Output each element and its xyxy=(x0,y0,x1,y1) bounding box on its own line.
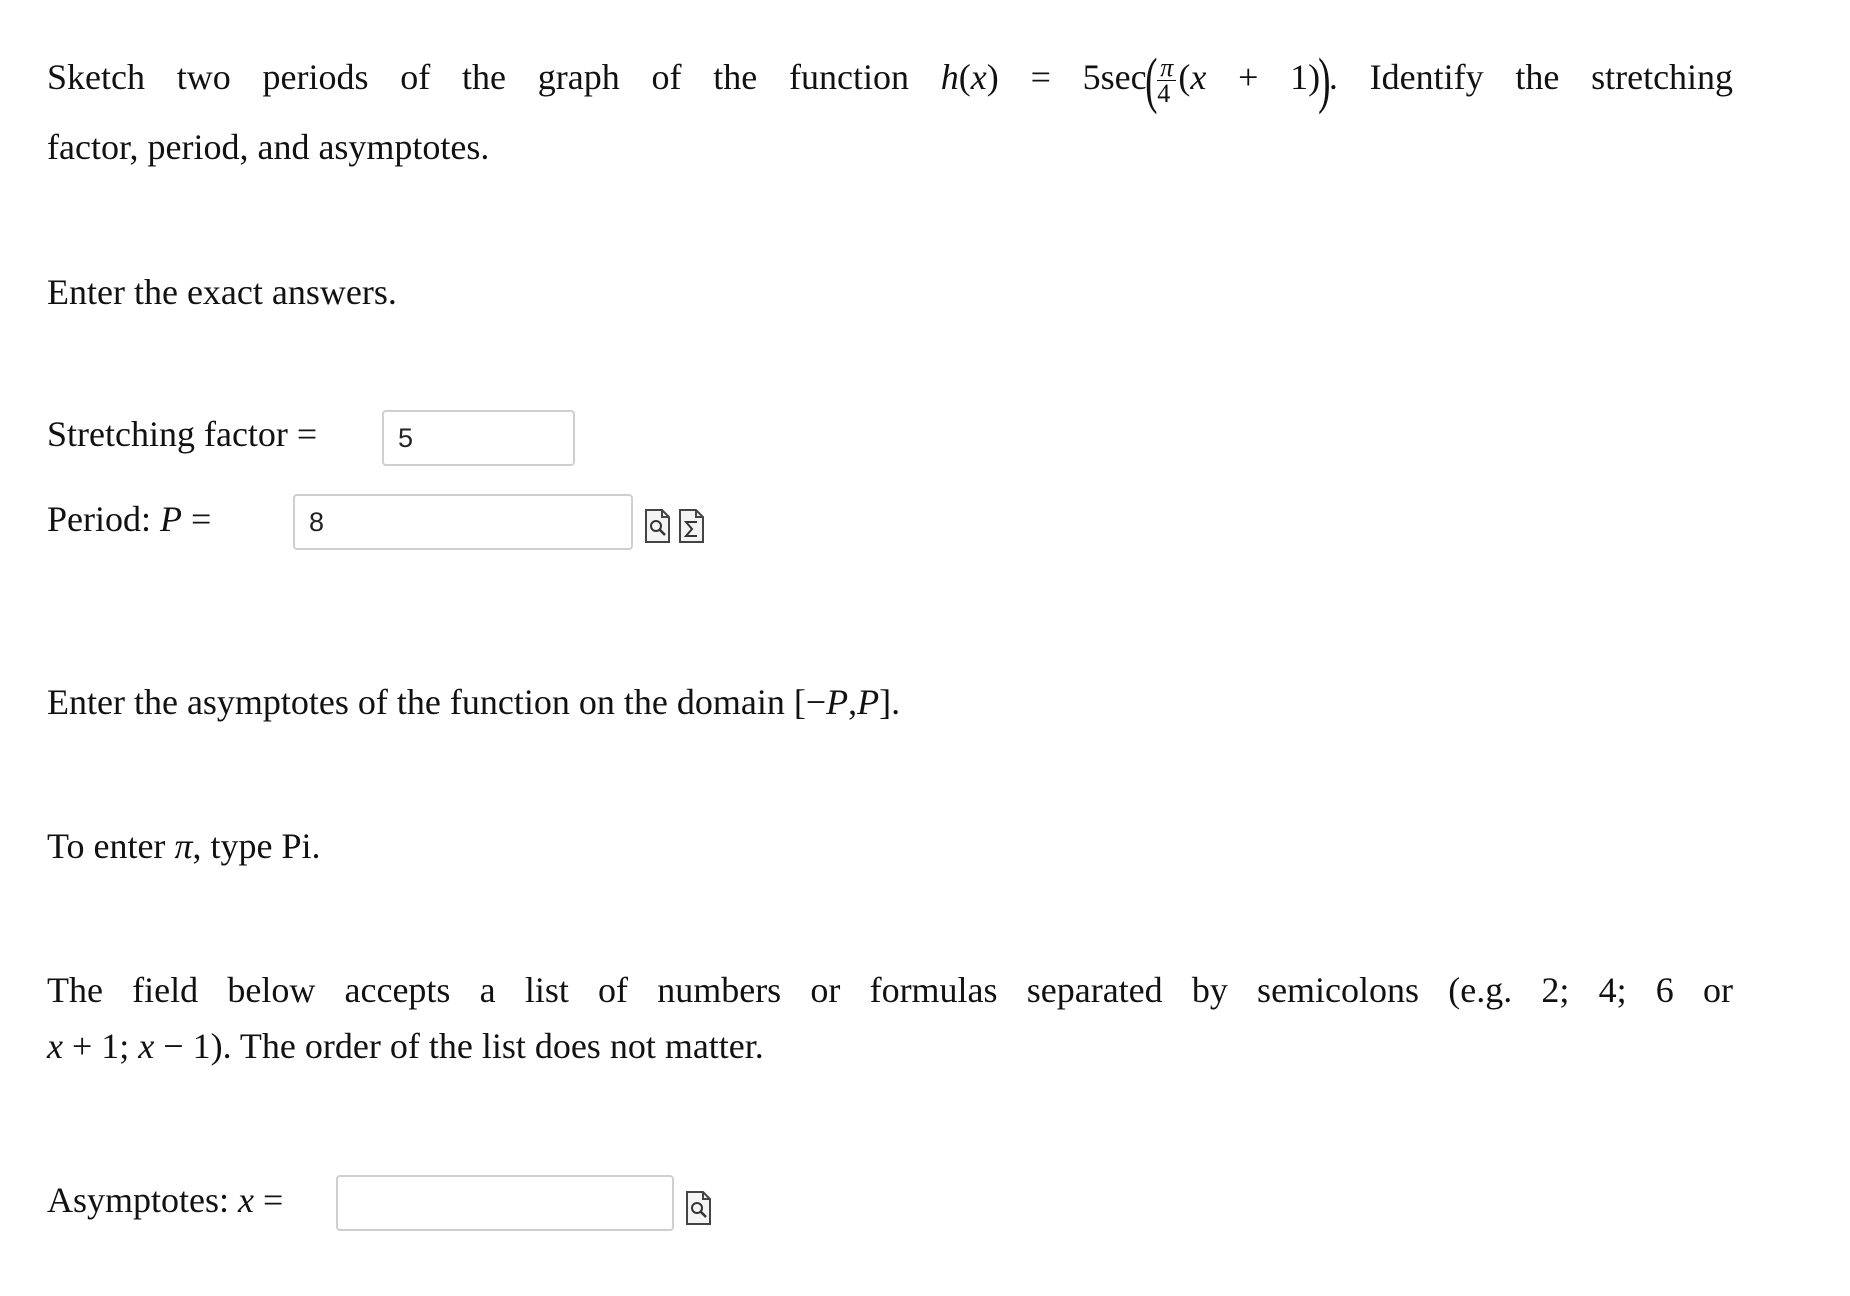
question-text-line-2: factor, period, and asymptotes. xyxy=(47,127,490,167)
paren-close: ) xyxy=(986,57,999,97)
interval-comma: , xyxy=(848,682,858,722)
fraction-pi-over-4 xyxy=(1157,52,1176,108)
list-example-x2: x xyxy=(138,1026,155,1066)
preview-icon[interactable] xyxy=(685,1190,712,1226)
plus-sign: + xyxy=(1238,57,1259,97)
function-name: h xyxy=(940,57,959,97)
asymptotes-label-text: Asymptotes: xyxy=(47,1180,230,1220)
equals-sign: = xyxy=(1030,57,1051,97)
interval-var-left: P xyxy=(826,682,849,722)
list-example-mid1: + 1; xyxy=(62,1026,139,1066)
period-input[interactable]: 8 xyxy=(293,494,633,550)
inner-paren-close: ) xyxy=(1308,57,1321,97)
asymptotes-variable: x xyxy=(238,1180,254,1220)
pi-symbol: π xyxy=(174,826,193,866)
sec-operator: sec xyxy=(1100,57,1147,97)
coefficient: 5 xyxy=(1082,57,1101,97)
paren-open: ( xyxy=(958,57,971,97)
asymptotes-equals: = xyxy=(263,1180,284,1220)
stretch-factor-input[interactable]: 5 xyxy=(382,410,575,466)
period-label xyxy=(47,497,211,541)
instruction-text: Enter the exact answers. xyxy=(47,272,397,312)
list-help-line-2 xyxy=(47,1024,764,1068)
domain-text: Enter the asymptotes of the function on the domain xyxy=(47,682,785,722)
stretch-label-text: Stretching factor xyxy=(47,414,288,454)
domain-instruction xyxy=(47,680,900,724)
pi-hint xyxy=(47,824,321,868)
big-paren-close: ) xyxy=(1318,46,1331,115)
question-intro: Sketch two periods of the graph of the function xyxy=(47,57,910,97)
equation-editor-icon[interactable] xyxy=(678,508,705,544)
preview-icon[interactable] xyxy=(644,508,671,544)
question-text-line-1: Sketch two periods of the graph of the function h(x) = 5sec( $\frac{\pi}{4}$ (x + 1)). Identify the stretching xyxy=(47,46,1734,115)
interval-open: [ xyxy=(793,682,806,722)
big-paren-open: ( xyxy=(1144,46,1158,115)
list-example-x1: x xyxy=(47,1026,63,1066)
question-identify: Identify the stretching xyxy=(1369,57,1734,97)
period-label-text: Period: xyxy=(47,499,151,539)
inner-paren-open: ( xyxy=(1178,57,1191,97)
variable-x: x xyxy=(970,57,987,97)
list-help-line-1: The field below accepts a list of numbers or formulas separated by semicolons (e.g. 2; 4; 6 or xyxy=(47,970,1733,1010)
stretch-equals: = xyxy=(296,414,318,454)
constant-one: 1 xyxy=(1290,57,1309,97)
inner-variable-x: x xyxy=(1190,57,1207,97)
pi-hint-post: , type Pi. xyxy=(192,826,321,866)
interval-minus: − xyxy=(805,682,827,722)
pi-hint-pre: To enter xyxy=(47,826,166,866)
interval-var-right: P xyxy=(857,682,880,722)
period-equals: = xyxy=(191,499,212,539)
asymptotes-label xyxy=(47,1178,283,1222)
period-variable: P xyxy=(160,499,182,539)
interval-close: ] xyxy=(879,682,892,722)
list-example-mid2: − 1). The order of the list does not matter. xyxy=(154,1026,764,1066)
asymptotes-input[interactable] xyxy=(336,1175,674,1231)
fraction-numerator: π xyxy=(1157,57,1176,81)
domain-period: . xyxy=(891,682,901,722)
fraction-denominator: 4 xyxy=(1157,78,1171,108)
stretch-factor-label xyxy=(47,412,317,456)
